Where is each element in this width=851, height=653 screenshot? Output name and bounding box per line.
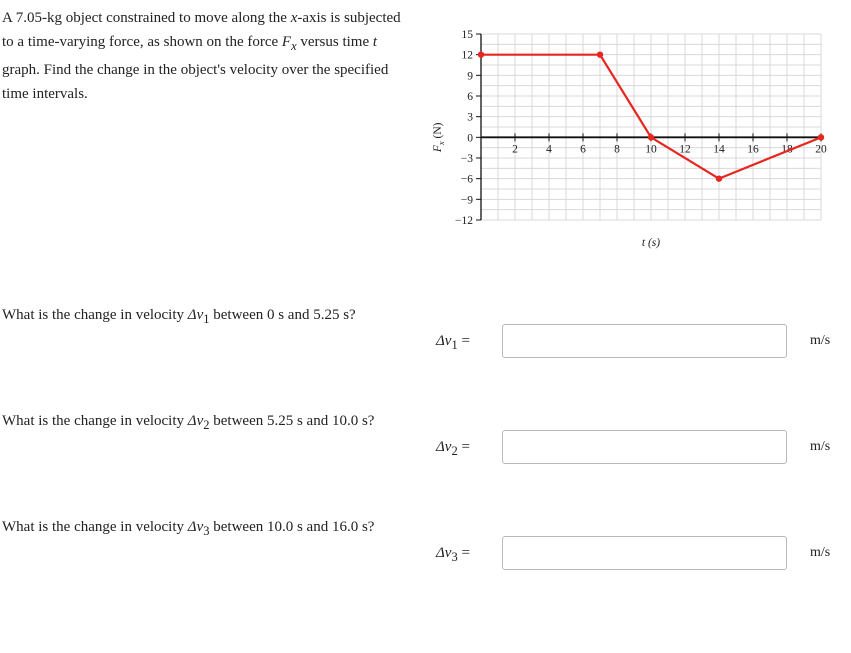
y-tick-label: 3 <box>467 111 473 124</box>
y-tick-label: 15 <box>461 29 473 41</box>
x-tick-label: 4 <box>546 143 552 156</box>
y-tick-label: 12 <box>461 49 473 62</box>
y-tick-label: 6 <box>467 91 473 103</box>
data-point <box>478 51 484 57</box>
delta-v1-input[interactable] <box>502 324 787 358</box>
delta-v2-input[interactable] <box>502 430 787 464</box>
x-tick-label: 6 <box>580 143 586 156</box>
answer-row-3 <box>436 536 846 574</box>
y-tick-label: −12 <box>455 215 473 227</box>
x-tick-label: 12 <box>679 143 691 156</box>
x-tick-label: 10 <box>645 143 657 156</box>
data-point <box>716 175 722 181</box>
unit-label-3: m/s <box>810 545 831 560</box>
question-1: What is the change in velocity $\Delta v_1$ between 0 s and 5.25 s? <box>2 307 356 326</box>
question-3: What is the change in velocity $\Delta v_3$ between 10.0 s and 16.0 s? <box>2 519 375 538</box>
x-tick-label: 2 <box>512 143 518 156</box>
x-tick-label: 16 <box>747 143 759 156</box>
y-tick-label: −3 <box>460 153 473 165</box>
y-axis-title: $F_x$ (N) <box>432 122 446 153</box>
y-tick-label: 9 <box>467 70 473 83</box>
answer-label-2: $\Delta v_2$ = <box>436 439 470 458</box>
answer-label-1: $\Delta v_1$ = <box>436 333 470 352</box>
answer-row-1 <box>436 324 846 362</box>
unit-label-1: m/s <box>810 333 831 348</box>
x-tick-label: 20 <box>815 143 827 156</box>
problem-statement: A 7.05-kg object constrained to move along the x-axis is subjected to a time-varying force, as shown on the force $F_x$ versus time t graph. Find the change in the object's velocity over the specified time intervals. <box>2 10 401 102</box>
x-tick-label: 18 <box>781 143 793 156</box>
data-point <box>597 51 603 57</box>
question-2: What is the change in velocity $\Delta v_2$ between 5.25 s and 10.0 s? <box>2 413 375 432</box>
delta-v3-input[interactable] <box>502 536 787 570</box>
time-symbol: t <box>372 34 378 50</box>
x-tick-label: 8 <box>614 143 620 156</box>
data-point <box>648 134 654 140</box>
force-time-chart <box>425 20 845 260</box>
unit-label-2: m/s <box>810 439 831 454</box>
x-tick-label: 14 <box>713 143 725 156</box>
x-axis-title: t (s) <box>641 237 661 249</box>
x-axis-symbol: x <box>290 10 298 26</box>
answer-row-2 <box>436 430 846 468</box>
y-tick-label: −9 <box>460 194 473 207</box>
data-point <box>818 134 824 140</box>
y-tick-label: 0 <box>467 132 473 145</box>
answer-label-3: $\Delta v_3$ = <box>436 545 470 564</box>
y-tick-label: −6 <box>460 173 473 186</box>
force-symbol: F <box>281 34 292 50</box>
